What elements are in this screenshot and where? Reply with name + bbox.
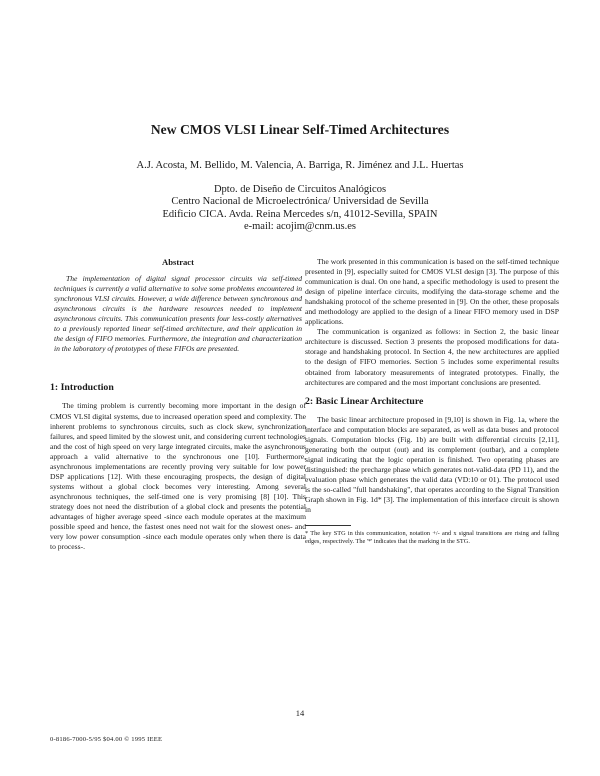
affiliation-center: Centro Nacional de Microelectrónica/ Universidad de Sevilla <box>171 196 429 208</box>
body-paragraph: The communication is organized as follows: in Section 2, the basic linear architecture is discussed. Section 3 presents the proposed modifications for data-storage and handshaking protocol. In Section 4, the new architectures are applied to the design of FIFO memories. Section 5 includes some experimental results obtained from laboratory measurements of integrated prototypes. Finally, the architectures are compared and the most important conclusions are presented. <box>305 327 559 387</box>
page-number: 14 <box>295 708 305 718</box>
affiliation-email: e-mail: acojim@cnm.us.es <box>243 221 356 233</box>
affiliation-department: Dpto. de Diseño de Circuitos Analógicos <box>213 184 387 195</box>
right-column <box>305 257 559 547</box>
paper-title: New CMOS VLSI Linear Self-Timed Architectures <box>150 122 450 137</box>
section-heading-basic-linear-architecture: 2: Basic Linear Architecture <box>305 395 424 407</box>
body-paragraph: The work presented in this communication is based on the self-timed technique presented in [9], especially suited for CMOS VLSI design [3]. The purpose of this communication is dual. On one hand, a specific methodology is used to present the design of pipeline interface circuits, modifying the data-storage scheme and the handshaking protocol of the scheme presented in [9]. On the other, these proposals and methodology are applied to the design of a linear FIFO memory used in DSP applications. <box>305 257 559 327</box>
section-heading-introduction: 1: Introduction <box>50 382 114 394</box>
introduction-paragraph: The timing problem is currently becoming more important in the design of CMOS VLSI digital systems, due to increased operation speed and complexity. The inherent problems to synchronous circuits, such as clock skew, synchronization failures, and speed limited by the slowest unit, and considering current technologies and the cost of high speed on very large integrated circuits, make the asynchronous approach a valid alternative to the synchronous one [10]. Furthermore, asynchronous implementations are recently proving very suitable for low power DSP applications [12]. With these encouraging prospects, the design of digital systems without a global clock becomes very interesting. Among several asynchronous techniques, the self-timed one is very promising [8] [10]. This strategy does not need the distribution of a global clock and presents the potential advantages of higher average speed -since each module operates at the maximum possible speed and hence, the fastest ones need not wait for the slowest ones- and very low power consumption -since each module operates only when there is data to process-. <box>50 401 306 552</box>
author-list: A.J. Acosta, M. Bellido, M. Valencia, A. Barriga, R. Jiménez and J.L. Huertas <box>136 160 464 171</box>
footnote-rule <box>305 525 351 526</box>
abstract-heading: Abstract <box>162 257 194 267</box>
section2-paragraph: The basic linear architecture proposed in [9,10] is shown in Fig. 1a, where the interface and computation blocks are separated, as well as data buses and protocol signals. Computation blocks (Fig. 1b) are built with differential circuits [2,11], generating both the output (out) and its complement (outbar), and a complete signal indicating that the logic operation is finished. Two operating phases are distinguished: the precharge phase which generates not-valid-data (PD 11), and the evaluation phase which generates the valid data (VD:10 or 01). The protocol used is the so-called "full handshaking", that operates according to the Signal Transition Graph shown in Fig. 1d* [3]. The implementation of this interface circuit is shown in <box>305 414 559 515</box>
abstract-text: The implementation of digital signal processor circuits via self-timed techniques is currently a valid alternative to solve some problems encountered in synchronous VLSI circuits. However, a wide difference between synchronous and asynchronous circuits is the hardware resources needed to implement asynchronous circuits. This communication presents four less-costly alternatives to a previously reported linear self-timed architecture, and their application in the design of FIFO memories. Furthermore, the integration and characterization in the laboratory of prototypes of these FIFOs are presented. <box>54 274 302 354</box>
left-column <box>50 257 306 552</box>
affiliation-address: Edificio CICA. Avda. Reina Mercedes s/n, 41012-Sevilla, SPAIN <box>162 208 438 220</box>
affiliation-block <box>0 184 600 234</box>
footnote: * The key STG in this communication, notation +/- and x signal transitions are rising and falling edges, respectively. The '*' indicates that the marking in the STG. <box>305 530 559 546</box>
copyright-line: 0-8186-7000-5/95 $04.00 © 1995 IEEE <box>50 736 163 743</box>
